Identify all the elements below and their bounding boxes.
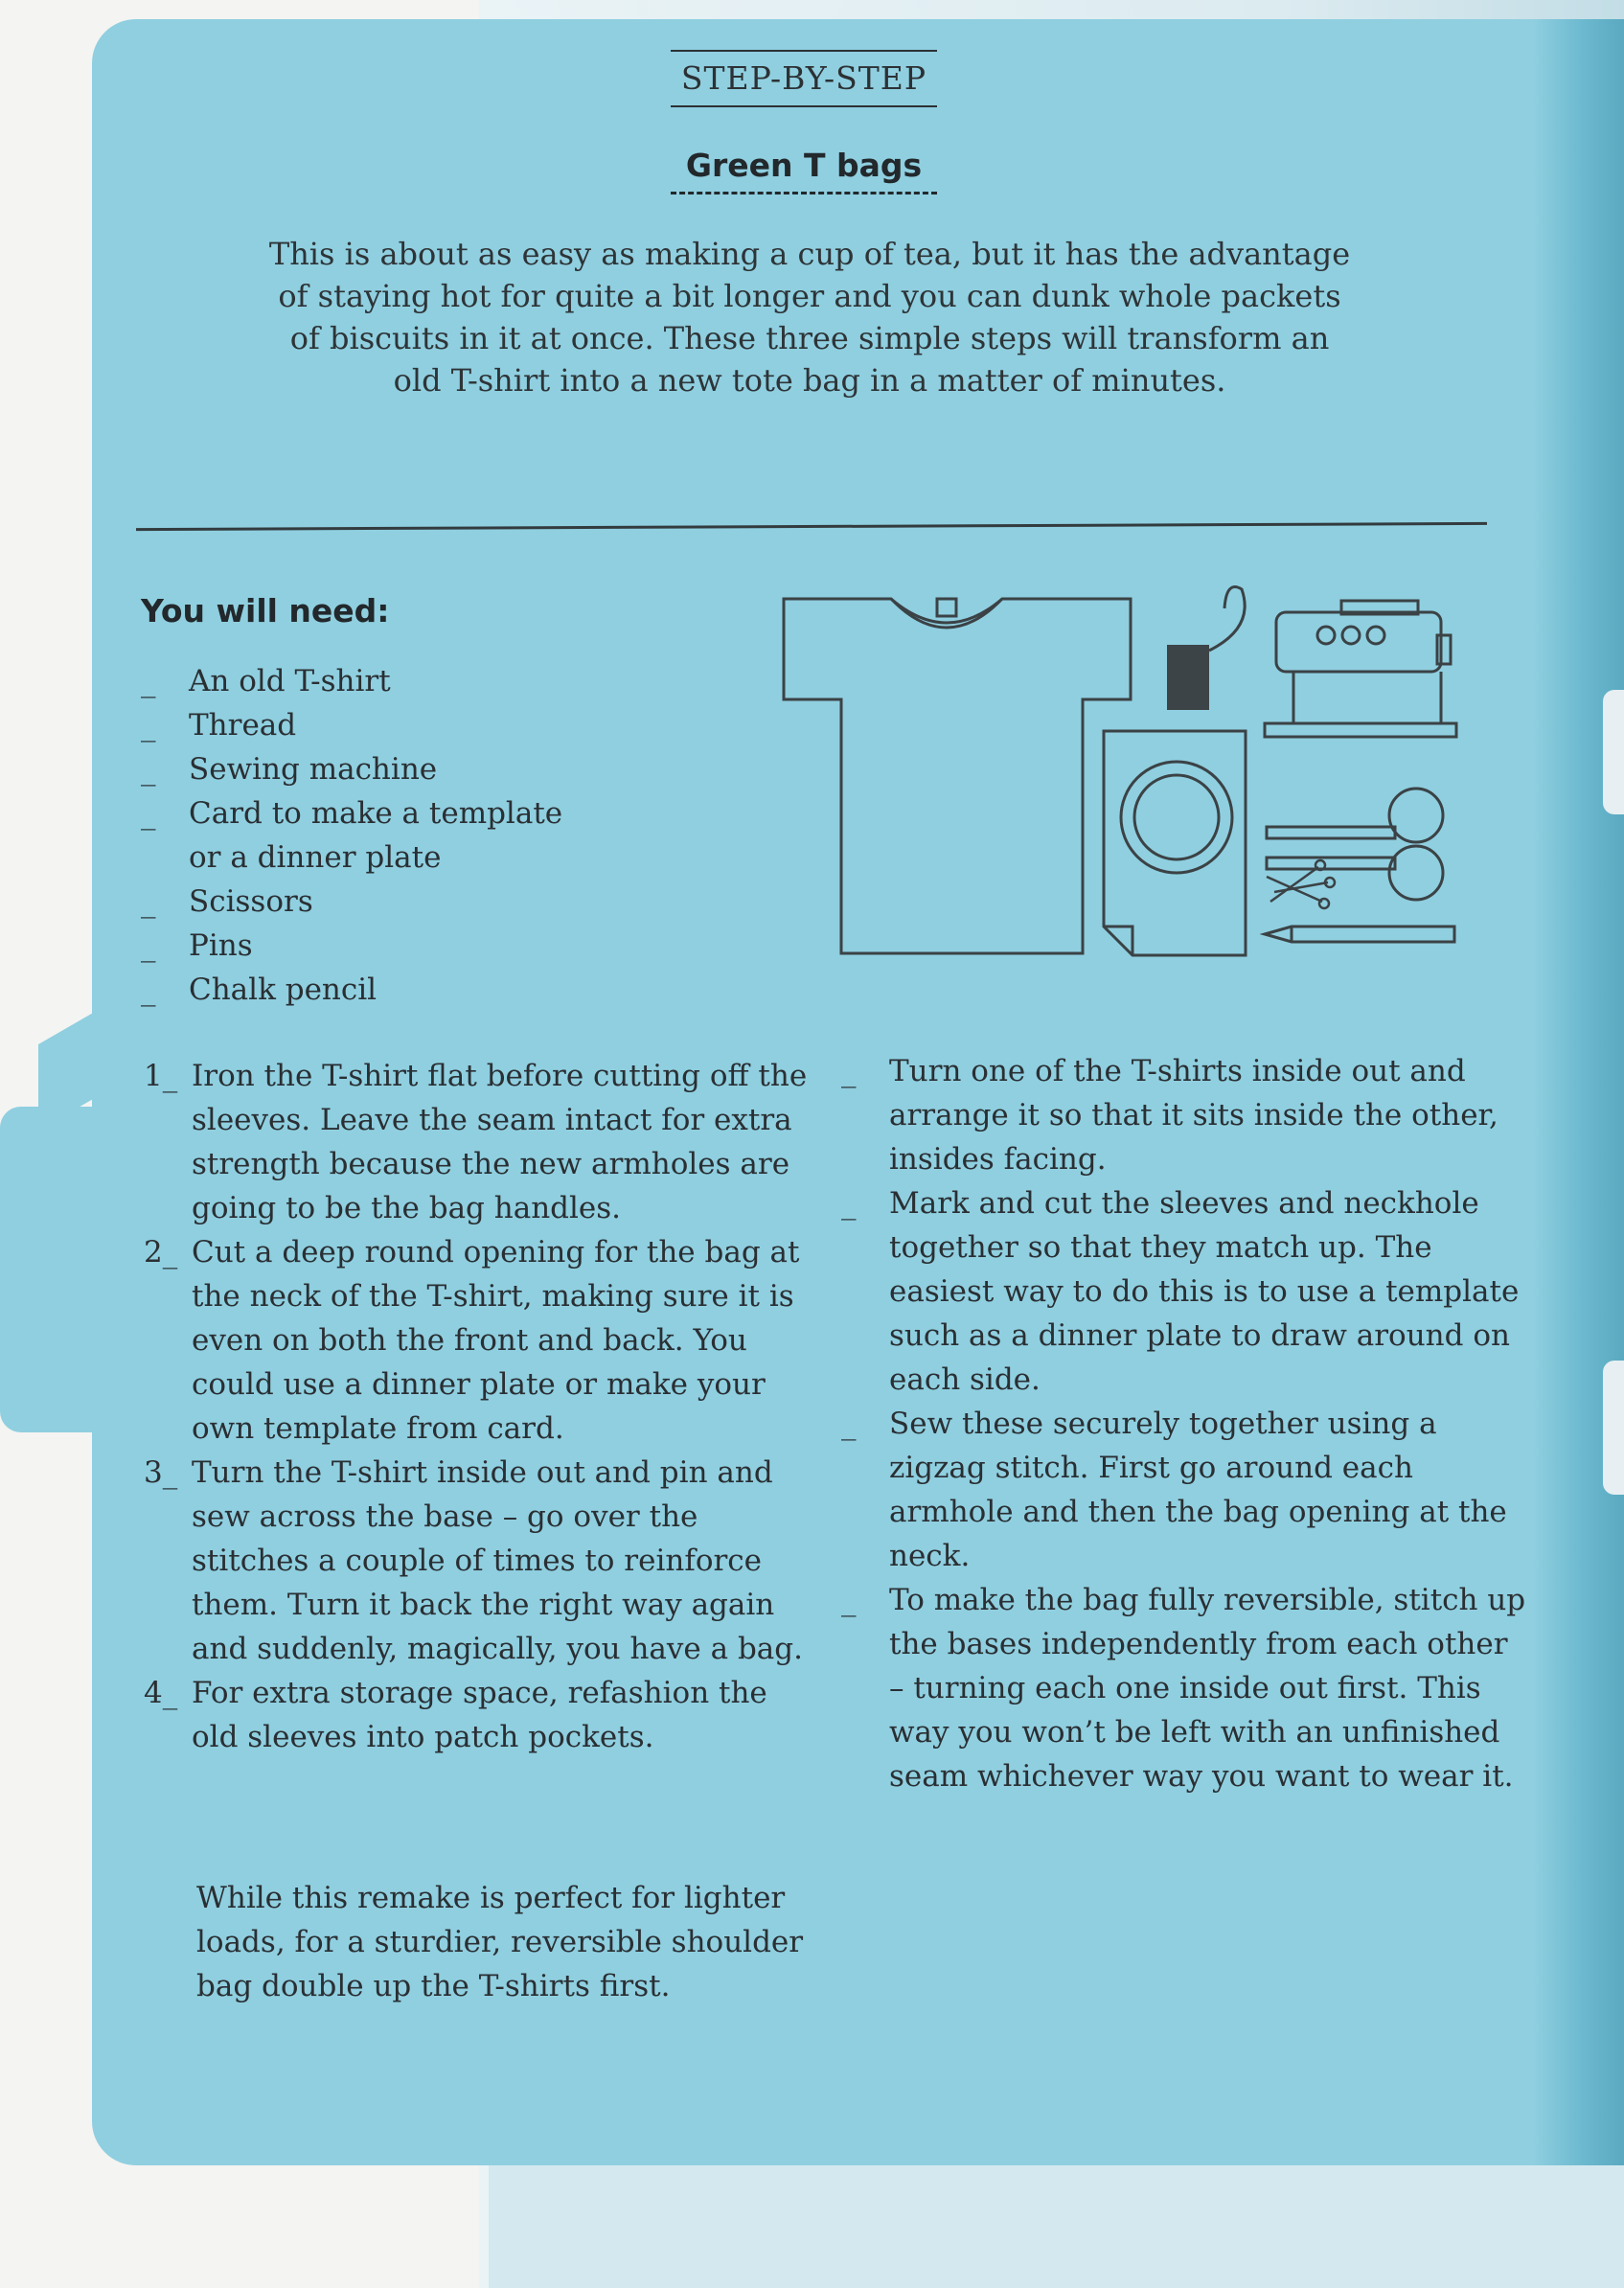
t-shirt-icon <box>784 599 1131 953</box>
intro-line: of biscuits in it at once. These three simple steps will transform an <box>289 320 1330 356</box>
instructions-list <box>144 1054 814 1759</box>
list-bullet: _ <box>141 972 156 1007</box>
card-side-tab <box>0 1107 115 1432</box>
list-item <box>141 703 562 747</box>
list-item <box>144 1451 814 1671</box>
list-item-text: Card to make a template <box>189 796 563 831</box>
list-item <box>841 1578 1531 1798</box>
thread-spool-icon <box>1167 587 1245 711</box>
list-bullet: _ <box>141 752 156 787</box>
step-number: 3_ <box>144 1455 178 1490</box>
scissors-icon <box>1267 789 1443 900</box>
step-number: 4_ <box>144 1676 178 1710</box>
list-item <box>141 968 562 1012</box>
list-item-text: Scissors <box>189 884 313 919</box>
intro-line: old T-shirt into a new tote bag in a matter of minutes. <box>393 362 1226 399</box>
list-item <box>841 1402 1531 1578</box>
list-item-text: or a dinner plate <box>189 840 442 875</box>
step-text: Turn the T-shirt inside out and pin and sew across the base – go over the stitches a couple of times to reinforce them. Turn it back the right way again and suddenly, magically, you have a bag. <box>192 1455 803 1666</box>
list-bullet: _ <box>141 884 156 919</box>
article-title: Green T bags <box>671 144 937 194</box>
list-bullet: _ <box>841 1407 857 1441</box>
list-item-continuation <box>141 835 562 880</box>
list-item <box>141 791 562 835</box>
step-text: For extra storage space, refashion the old sleeves into patch pockets. <box>192 1676 767 1754</box>
list-item-text: Pins <box>189 928 253 963</box>
list-bullet: _ <box>141 796 156 831</box>
page-background-bottom <box>489 2146 1624 2288</box>
reversible-steps-list <box>841 1049 1531 1798</box>
step-text: Iron the T-shirt flat before cutting off the sleeves. Leave the seam intact for extra strength because the new armholes are going to be the bag handles. <box>192 1059 808 1225</box>
list-item <box>141 924 562 968</box>
step-text: Turn one of the T-shirts inside out and arrange it so that it sits inside the other, insides facing. <box>889 1054 1498 1177</box>
list-item <box>144 1671 814 1759</box>
list-item-text: Sewing machine <box>189 752 438 787</box>
intro-paragraph <box>249 233 1370 401</box>
section-label: STEP-BY-STEP <box>671 50 937 107</box>
needs-heading: You will need: <box>141 592 390 629</box>
list-item-text: An old T-shirt <box>189 664 391 698</box>
list-item <box>841 1181 1531 1402</box>
sewing-machine-icon <box>1265 601 1456 737</box>
list-item <box>141 880 562 924</box>
list-bullet: _ <box>141 928 156 963</box>
step-text: To make the bag fully reversible, stitch up the bases independently from each other – turning each one inside out first. This way you won’t be left with an unfinished seam whichever way you want to wear it. <box>889 1583 1526 1794</box>
page-spine-shadow <box>1533 19 1624 2165</box>
step-text: Sew these securely together using a zigzag stitch. First go around each armhole and then the bag opening at the neck. <box>889 1407 1507 1573</box>
list-item <box>144 1054 814 1230</box>
list-bullet: _ <box>841 1054 857 1088</box>
list-bullet: _ <box>841 1186 857 1221</box>
dinner-plate-icon <box>1104 731 1246 955</box>
page-notch-upper <box>1603 690 1624 814</box>
list-bullet: _ <box>141 708 156 743</box>
supplies-illustration <box>776 580 1475 963</box>
list-item <box>141 659 562 703</box>
list-item <box>841 1049 1531 1181</box>
list-item <box>144 1230 814 1451</box>
closing-paragraph: While this remake is perfect for lighter loads, for a sturdier, reversible shoulder bag double up the T-shirts first. <box>196 1881 804 2003</box>
intro-line: This is about as easy as making a cup of tea, but it has the advantage <box>268 236 1351 272</box>
step-number: 1_ <box>144 1059 178 1093</box>
list-item <box>141 747 562 791</box>
list-item-text: Chalk pencil <box>189 972 377 1007</box>
list-bullet: _ <box>141 664 156 698</box>
page-notch-lower <box>1603 1361 1624 1495</box>
intro-line: of staying hot for quite a bit longer and you can dunk whole packets <box>278 278 1341 314</box>
list-item-text: Thread <box>189 708 297 743</box>
step-number: 2_ <box>144 1235 178 1270</box>
needs-list <box>141 659 562 1012</box>
step-text: Cut a deep round opening for the bag at the neck of the T-shirt, making sure it is even on both the front and back. You could use a dinner plate or make your own template from card. <box>192 1235 800 1446</box>
list-bullet: _ <box>841 1583 857 1617</box>
step-text: Mark and cut the sleeves and neckhole together so that they match up. The easiest way to do this is to use a template such as a dinner plate to draw around on each side. <box>889 1186 1520 1397</box>
chalk-pencil-icon <box>1265 927 1454 942</box>
